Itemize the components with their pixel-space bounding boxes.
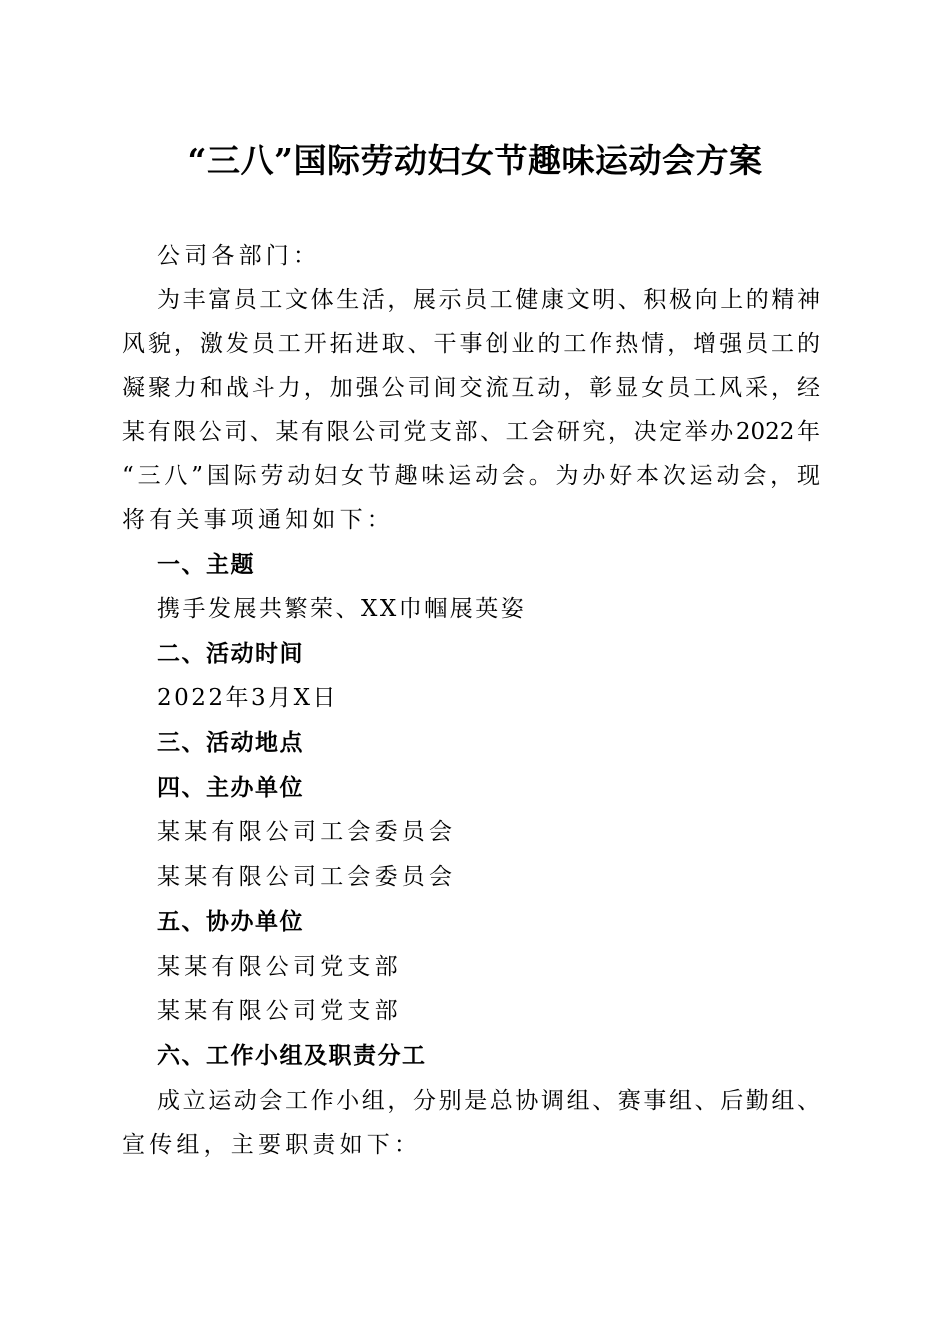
section-heading-co-organizer: 五、协办单位 bbox=[157, 909, 304, 935]
salutation: 公司各部门： bbox=[157, 243, 321, 269]
section-heading-organizer: 四、主办单位 bbox=[157, 775, 304, 801]
co-organizer-item: 某某有限公司党支部 bbox=[157, 954, 402, 980]
organizer-item: 某某有限公司工会委员会 bbox=[157, 864, 457, 890]
time-content: 2022年3月X日 bbox=[157, 685, 339, 711]
intro-line: “三八”国际劳动妇女节趣味运动会。为办好本次运动会，现 bbox=[122, 463, 820, 489]
working-group-line: 成立运动会工作小组，分别是总协调组、赛事组、后勤组、 bbox=[157, 1088, 820, 1114]
section-heading-time: 二、活动时间 bbox=[157, 641, 304, 667]
working-group-line: 宣传组，主要职责如下： bbox=[122, 1132, 422, 1158]
intro-line: 风貌，激发员工开拓进取、干事创业的工作热情，增强员工的 bbox=[122, 331, 820, 357]
section-heading-location: 三、活动地点 bbox=[157, 730, 304, 756]
section-heading-working-group: 六、工作小组及职责分工 bbox=[157, 1043, 427, 1069]
theme-content: 携手发展共繁荣、XX巾帼展英姿 bbox=[157, 596, 527, 622]
organizer-item: 某某有限公司工会委员会 bbox=[157, 819, 457, 845]
intro-line: 凝聚力和战斗力，加强公司间交流互动，彰显女员工风采，经 bbox=[122, 375, 820, 401]
document-title: “三八”国际劳动妇女节趣味运动会方案 bbox=[187, 141, 763, 180]
intro-line: 为丰富员工文体生活，展示员工健康文明、积极向上的精神 bbox=[157, 287, 820, 313]
intro-line: 将有关事项通知如下： bbox=[122, 507, 394, 533]
co-organizer-item: 某某有限公司党支部 bbox=[157, 998, 402, 1024]
intro-line: 某有限公司、某有限公司党支部、工会研究，决定举办2022年 bbox=[122, 419, 820, 445]
section-heading-theme: 一、主题 bbox=[157, 552, 255, 578]
